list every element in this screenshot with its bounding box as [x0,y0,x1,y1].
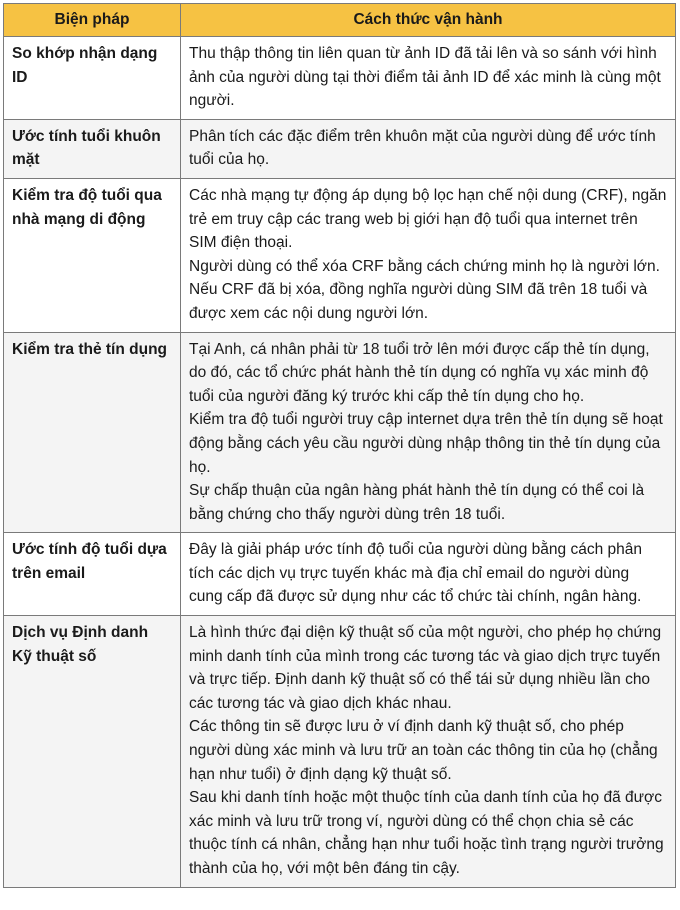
method-cell [181,332,676,533]
header-method: Cách thức vận hành [181,4,676,37]
method-cell [181,533,676,616]
table-row [4,616,676,888]
table-row [4,37,676,120]
method-paragraph: Phân tích các đặc điểm trên khuôn mặt của người dùng để ước tính tuổi của họ. [189,127,656,169]
method-paragraph: Là hình thức đại diện kỹ thuật số của một người, cho phép họ chứng minh danh tính của mình trong các tương tác và giao dịch trực tuyến và trực tiếp. Định danh kỹ thuật số có thể tái sử dụng nhiều lần cho các tương tác và giao dịch khác nhau. [189,624,662,712]
method-cell [181,178,676,332]
method-cell [181,616,676,888]
method-paragraph: Thu thập thông tin liên quan từ ảnh ID đã tải lên và so sánh với hình ảnh của người dùng tại thời điểm tải ảnh ID để xác minh là cùng một người. [189,45,661,110]
method-paragraph: Sau khi danh tính hoặc một thuộc tính của danh tính của họ đã được xác minh và lưu trữ trong ví, người dùng có thể chọn chia sẻ các thuộc tính cá nhân, chẳng hạn như tuổi hoặc tình trạng người trưởng thành của họ, với một bên đáng tin cậy. [189,789,664,877]
table-row [4,332,676,533]
method-paragraph: Người dùng có thể xóa CRF bằng cách chứng minh họ là người lớn. Nếu CRF đã bị xóa, đồng nghĩa người dùng SIM đã trên 18 tuổi và được xem các nội dung người lớn. [189,257,660,322]
table-header-row [4,4,676,37]
measure-cell: Ước tính tuổi khuôn mặt [4,119,181,178]
header-measure: Biện pháp [4,4,181,37]
measure-cell: Kiểm tra độ tuổi qua nhà mạng di động [4,178,181,332]
method-cell [181,37,676,120]
table-row [4,178,676,332]
measure-cell: Ước tính độ tuổi dựa trên email [4,533,181,616]
method-paragraph: Các thông tin sẽ được lưu ở ví định danh kỹ thuật số, cho phép người dùng xác minh và lưu trữ an toàn các thông tin của họ (chẳng hạn như tuổi) ở định dạng kỹ thuật số. [189,718,658,783]
method-paragraph: Sự chấp thuận của ngân hàng phát hành thẻ tín dụng có thể coi là bằng chứng cho thấy người dùng trên 18 tuổi. [189,482,645,523]
measure-cell: So khớp nhận dạng ID [4,37,181,120]
measure-cell: Dịch vụ Định danh Kỹ thuật số [4,616,181,888]
method-paragraph: Tại Anh, cá nhân phải từ 18 tuổi trở lên mới được cấp thẻ tín dụng, do đó, các tổ chức phát hành thẻ tín dụng có nghĩa vụ xác minh độ tuổi của người đăng ký trước khi cấp thẻ tín dụng cho họ. [189,340,650,405]
measure-cell: Kiểm tra thẻ tín dụng [4,332,181,533]
method-paragraph: Đây là giải pháp ước tính độ tuổi của người dùng bằng cách phân tích các dịch vụ trực tuyến khác mà địa chỉ email do người dùng cung cấp đã được sử dụng như các tổ chức tài chính, ngân hàng. [189,541,642,606]
method-paragraph: Các nhà mạng tự động áp dụng bộ lọc hạn chế nội dung (CRF), ngăn trẻ em truy cập các trang web bị giới hạn độ tuổi qua internet trên SIM điện thoại. [189,186,667,252]
method-paragraph: Kiểm tra độ tuổi người truy cập internet dựa trên thẻ tín dụng sẽ hoạt động bằng cách yêu cầu người dùng nhập thông tin thẻ tín dụng của họ. [189,411,663,476]
table-row [4,119,676,178]
method-cell [181,119,676,178]
table-row [4,533,676,616]
age-verification-table [3,3,676,888]
